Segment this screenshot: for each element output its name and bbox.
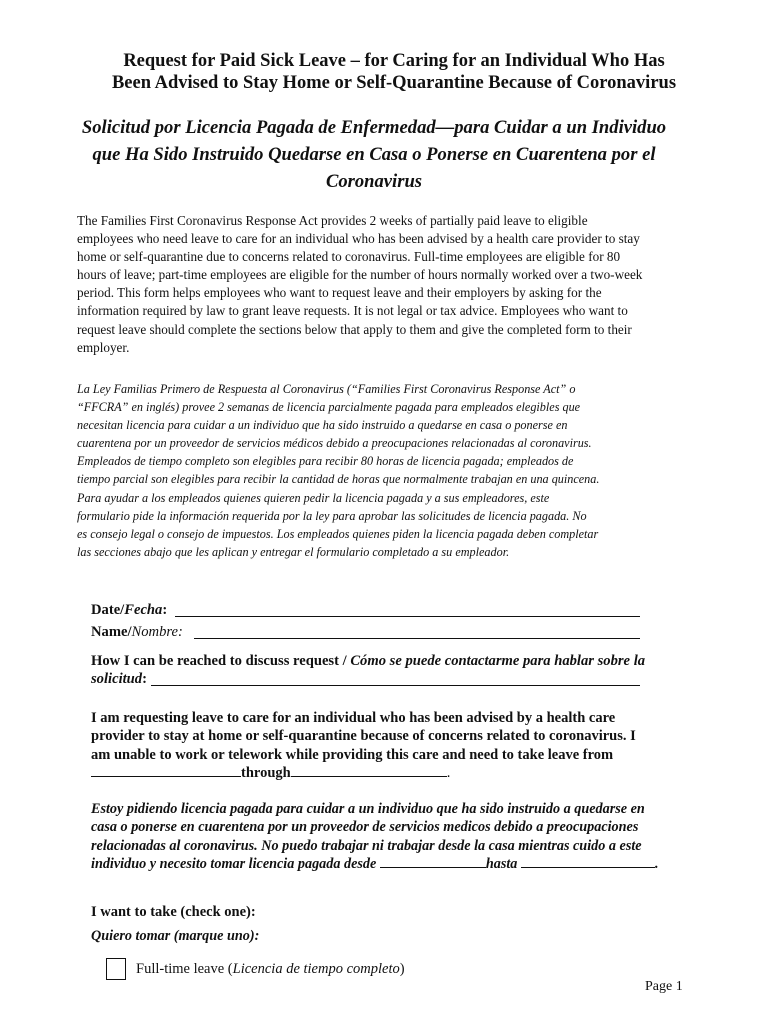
fulltime-leave-checkbox[interactable]: [106, 958, 126, 980]
date-input[interactable]: [175, 616, 640, 617]
intro-es-line: La Ley Familias Primero de Respuesta al Coronavirus (“Families First Coronavirus Response Act” o: [77, 382, 576, 396]
intro-es-line: Empleados de tiempo completo son elegibles para recibir 80 horas de licencia pagada; empleados de: [77, 454, 574, 469]
contact-field-row: [91, 653, 691, 693]
leave-start-date-es-input[interactable]: [380, 855, 486, 868]
title-spanish-line-2: que Ha Sido Instruido Quedarse en Casa o Ponerse en Cuarentena por el: [92, 144, 656, 165]
date-label: Date/Fecha:: [91, 602, 168, 618]
request-en-line: am unable to work or telework while providing this care and need to take leave from: [91, 746, 614, 763]
contact-label-line-1: How I can be reached to discuss request / Cómo se puede contactarme para hablar sobre la: [91, 653, 646, 669]
contact-input[interactable]: [151, 685, 640, 686]
contact-label-line-2: solicitud:: [91, 671, 147, 687]
intro-en-line: period. This form helps employees who want to request leave and their employers by asking for the: [77, 285, 602, 301]
request-paragraph-english: [91, 709, 691, 783]
choice-heading-spanish: Quiero tomar (marque uno):: [91, 928, 260, 944]
name-field-row: [91, 624, 641, 644]
intro-en-line: home or self-quarantine due to concerns related to coronavirus. Full-time employees are eligible for 80: [77, 249, 621, 265]
intro-en-line: employer.: [77, 339, 130, 355]
title-spanish: [60, 114, 688, 195]
leave-start-date-input[interactable]: [91, 764, 241, 777]
intro-es-line: Para ayudar a los empleados quienes quieren pedir la licencia pagada y a sus empleadores, este: [77, 490, 550, 505]
intro-es-line: las secciones abajo que les aplican y entregar el formulario completado a su empleador.: [77, 544, 510, 559]
request-es-dates-line: individuo y necesito tomar licencia pagada desde hasta .: [91, 856, 659, 873]
through-label: through: [241, 765, 291, 782]
fulltime-leave-label: Full-time leave (Licencia de tiempo completo): [136, 961, 405, 977]
intro-en-line: hours of leave; part-time employees are eligible for the number of hours normally worked over a two-week: [77, 267, 643, 283]
title-english-line-1: Request for Paid Sick Leave – for Caring for an Individual Who Has: [123, 51, 665, 71]
intro-es-line: tiempo parcial son elegibles para recibir la cantidad de horas que normalmente trabajan en una quincena.: [77, 472, 600, 487]
request-es-line: casa o ponerse en cuarentena por un proveedor de servicios medicos debido a preocupaciones: [91, 819, 639, 836]
intro-en-line: request leave should complete the sections below that apply to them and give the completed form to their: [77, 321, 632, 337]
request-es-line: relacionadas al coronavirus. No puedo trabajar ni trabajar desde la casa mientras cuido a este: [91, 837, 642, 854]
intro-es-line: es consejo legal o consejo de impuestos. Los empleados quienes piden la licencia pagada deben completar: [77, 526, 599, 541]
leave-end-date-es-input[interactable]: [521, 855, 655, 868]
choice-heading-english: I want to take (check one):: [91, 904, 256, 920]
intro-en-line: The Families First Coronavirus Response Act provides 2 weeks of partially paid leave to eligible: [77, 213, 588, 228]
intro-es-line: “FFCRA” en inglés) provee 2 semanas de licencia parcialmente pagada para empleados elegibles que: [77, 400, 581, 415]
request-en-line: I am requesting leave to care for an individual who has been advised by a health care: [91, 710, 616, 726]
intro-en-line: employees who need leave to care for an individual who has been advised by a health care provider to stay: [77, 231, 640, 247]
intro-paragraph-english: [77, 212, 692, 357]
title-english: [60, 50, 728, 94]
name-label: Name/Nombre:: [91, 624, 183, 640]
intro-es-line: cuarentena por un proveedor de servicios médicos debido a preocupaciones relacionadas al coronavirus.: [77, 436, 592, 451]
intro-es-line: necesitan licencia para cuidar a un individuo que ha sido instruido a quedarse en casa o ponerse en: [77, 418, 568, 433]
title-spanish-line-1: Solicitud por Licencia Pagada de Enfermedad—para Cuidar a un Individuo: [81, 117, 667, 138]
name-input[interactable]: [194, 638, 640, 639]
intro-en-line: information required by law to grant leave requests. It is not legal or tax advice. Employees who want to: [77, 303, 628, 319]
intro-paragraph-spanish: [77, 380, 695, 561]
leave-end-date-input[interactable]: [291, 764, 447, 777]
page-number: Page 1: [645, 979, 683, 994]
request-en-line: provider to stay at home or self-quarantine because of concerns related to coronavirus. I: [91, 728, 636, 745]
intro-es-line: formulario pide la información requerida por la ley para aprobar las solicitudes de licencia pagada. No: [77, 508, 587, 523]
date-field-row: [91, 602, 641, 622]
request-es-line: Estoy pidiendo licencia pagada para cuidar a un individuo que ha sido instruido a quedarse en: [91, 801, 645, 817]
request-en-dates-line: through .: [91, 764, 691, 782]
title-english-line-2: Been Advised to Stay Home or Self-Quarantine Because of Coronavirus: [111, 73, 677, 93]
title-spanish-line-3: Coronavirus: [325, 171, 423, 192]
request-paragraph-spanish: [91, 800, 691, 874]
